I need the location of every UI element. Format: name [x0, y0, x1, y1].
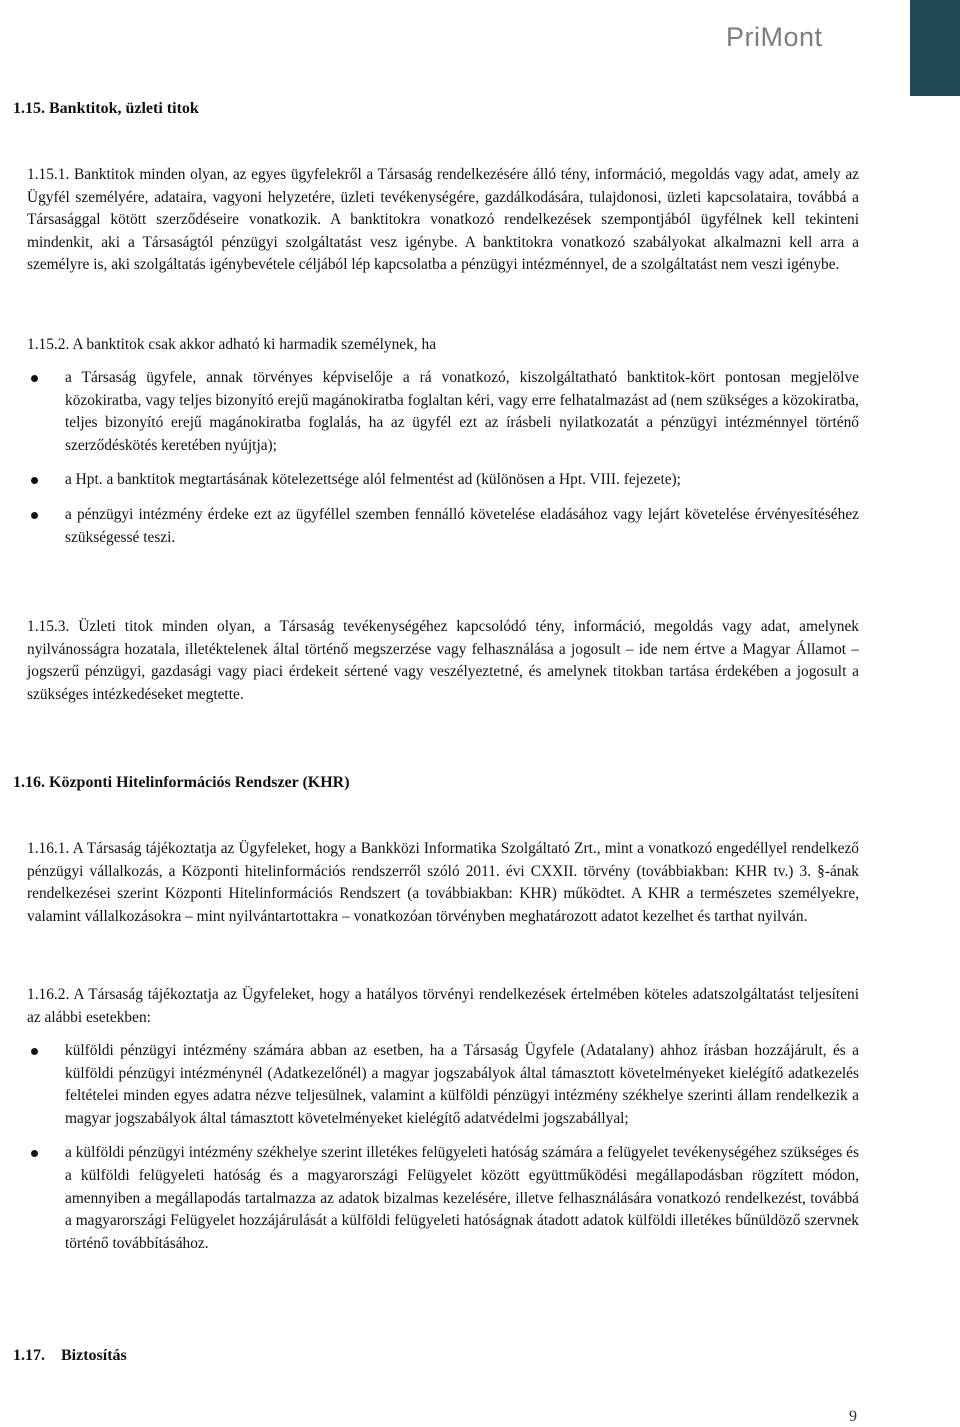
- paragraph-1-16-2: 1.16.2. A Társaság tájékoztatja az Ügyfeleket, hogy a hatályos törvényi rendelkezések értelmében köteles adatszolgáltatást teljesíteni az alábbi esetekben:: [27, 986, 859, 1026]
- bullet-list-1-15-2: [27, 367, 859, 549]
- paragraph-1-15-1: 1.15.1. Banktitok minden olyan, az egyes ügyfelekről a Társaság rendelkezésére álló tény, információ, megoldás vagy adat, amely az Ügyfél személyére, adataira, vagyoni helyzetére, üzleti tevékenységére, gazdálkodására, tulajdonosi, üzleti kapcsolataira, továbbá a Társasággal kötött szerződéseire vonatkozik. A banktitokra vonatkozó rendelkezések szempontjából ügyfélnek kell tekinteni mindenkit, aki a Társaságtól pénzügyi szolgáltatást vesz igénybe. A banktitokra vonatkozó szabályokat alkalmazni kell arra a személyre is, aki szolgáltatás igénybevétele céljából lép kapcsolatba a pénzügyi intézménnyel, de a szolgáltatást nem veszi igénybe.: [27, 166, 859, 274]
- section-title-1-15: 1.15. Banktitok, üzleti titok: [13, 100, 199, 117]
- bullet-list-1-16-2: [27, 1040, 859, 1255]
- page-number: 9: [849, 1408, 857, 1425]
- list-item: a külföldi pénzügyi intézmény székhelye szerint illetékes felügyeleti hatóság számára a felügyelet tevékenységéhez szükséges és a külföldi felügyeleti hatóság és a magyarországi Felügyelet között együttműködési megállapodásban rögzített módon, amennyiben a megállapodás tartalmazza az adatok bizalmas kezelésére, illetve felhasználására vonatkozó rendelkezést, továbbá a magyarországi Felügyelet hozzájárulását a külföldi felügyeleti hatóságnak átadott adatok külföldi illetékes bűnüldöző szervnek történő továbbításához.: [27, 1142, 859, 1255]
- logo-text-mid: M: [760, 22, 784, 52]
- primont-logo: [726, 22, 823, 53]
- logo-text-right: ont: [783, 22, 823, 52]
- logo-text-left: Pri: [726, 22, 761, 52]
- paragraph-1-16-1: 1.16.1. A Társaság tájékoztatja az Ügyfeleket, hogy a Bankközi Informatika Szolgáltató Zrt., mint a vonatkozó engedéllyel rendelkező pénzügyi vállalkozás, a Központi hitelinformációs rendszerről szóló 2011. évi CXXII. törvény (továbbiakban: KHR tv.) 3. §-ának rendelkezései szerint Központi Hitelinformációs Rendszert (a továbbiakban: KHR) működtet. A KHR a természetes személyekre, valamint vállalkozásokra – mint nyilvántartottakra – vonatkozóan törvényben meghatározott adatot kezelhet és tarthat nyilván.: [27, 840, 859, 925]
- list-item: a Hpt. a banktitok megtartásának kötelezettsége alól felmentést ad (különösen a Hpt. VIII. fejezete);: [27, 469, 859, 492]
- list-item: külföldi pénzügyi intézmény számára abban az esetben, ha a Társaság Ügyfele (Adatalany) ahhoz írásban hozzájárult, és a külföldi pénzügyi intézménynél (Adatkezelőnél) a magyar jogszabályok által támasztott követelményeket kielégítő adatkezelés feltételei minden egyes adatra nézve teljesülnek, valamint a külföldi pénzügyi intézmény székhelye szerinti állam rendelkezik a magyar jogszabályok által támasztott követelményeket kielégítő adatvédelmi jogszabállyal;: [27, 1040, 859, 1130]
- section-title-1-16: 1.16. Központi Hitelinformációs Rendszer (KHR): [13, 774, 350, 791]
- section-title-1-17: 1.17. Biztosítás: [13, 1347, 127, 1364]
- list-item: a Társaság ügyfele, annak törvényes képviselője a rá vonatkozó, kiszolgáltatható banktitok-kört pontosan megjelölve közokiratba, vagy teljes bizonyító erejű magánokiratba foglaltan kéri, vagy erre felhatalmazást ad (nem szükséges a közokiratba, teljes bizonyító erejű magánokiratba foglalás, ha az ügyfél ezt az írásbeli nyilatkozatát a pénzügyi intézménnyel történő szerződéskötés keretében nyújtja);: [27, 367, 859, 457]
- paragraph-1-15-2: 1.15.2. A banktitok csak akkor adható ki harmadik személynek, ha: [27, 336, 437, 353]
- paragraph-1-15-3: 1.15.3. Üzleti titok minden olyan, a Társaság tevékenységéhez kapcsolódó tény, információ, megoldás vagy adat, amelynek nyilvánosságra hozatala, illetéktelenek által történő megszerzése vagy felhasználása a jogosult – ide nem értve a Magyar Államot – jogszerű pénzügyi, gazdasági vagy piaci érdekeit sértené vagy veszélyeztetné, és amelynek titokban tartása érdekében a jogosult a szükséges intézkedéseket megtette.: [27, 618, 859, 703]
- list-item: a pénzügyi intézmény érdeke ezt az ügyféllel szemben fennálló követelése eladásához vagy lejárt követelése érvényesítéséhez szükségessé teszi.: [27, 504, 859, 549]
- header-corner-bar: [910, 0, 960, 96]
